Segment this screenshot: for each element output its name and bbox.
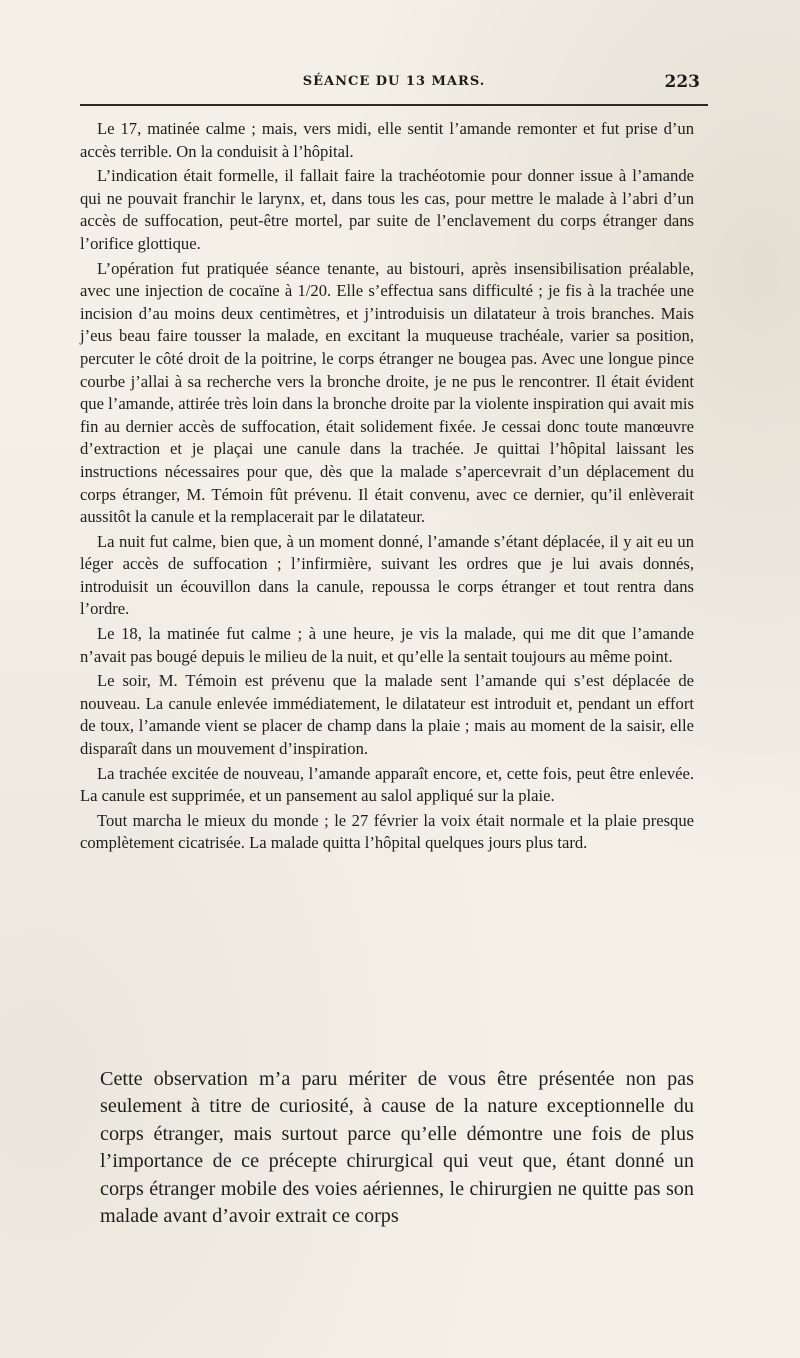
running-title: SÉANCE DU 13 MARS.	[302, 74, 486, 89]
paragraph: Le 18, la matinée fut calme ; à une heure, je vis la malade, qui me dit que l’amande n’avait pas bougé depuis le milieu de la nuit, et qu’elle la sentait toujours au même point.	[80, 624, 694, 666]
header-rule	[80, 104, 708, 106]
paragraph: L’opération fut pratiquée séance tenante, au bistouri, après insensibilisation préalable, avec une injection de cocaïne à 1/20. Elle s’effectua sans difficulté ; je fis à la trachée une incision d’au moins deux centimètres, et j’introduisis un dilatateur à trois branches. Mais j’eus beau faire tousser la malade, en excitant la muqueuse trachéale, varier sa position, percuter le côté droit de la poitrine, le corps étranger ne bougea pas. Avec une longue pince courbe j’allai à sa recherche vers la bronche droite, je ne pus le rencontrer. Il était évident que l’amande, attirée très loin dans la bronche droite par la violente inspiration qui avait mis fin au dernier accès de suffocation, était solidement fixée. Je cessai donc toute manœuvre d’extraction et je plaçai une canule dans la trachée. Je quittai l’hôpital laissant les instructions nécessaires pour que, dès que la malade s’apercevrait d’un déplacement du corps étranger, M. Témoin fût prévenu. Il était convenu, avec ce dernier, qu’il enlèverait aussitôt la canule et la remplacerait par le dilatateur.	[80, 258, 694, 527]
closing-remarks	[100, 1066, 694, 1230]
paragraph: Tout marcha le mieux du monde ; le 27 février la voix était normale et la plaie presque complètement cicatrisée. La malade quitta l’hôpital quelques jours plus tard.	[80, 810, 694, 853]
closing-paragraph: Cette observation m’a paru mériter de vous être présentée non pas seulement à titre de curiosité, à cause de la nature exceptionnelle du corps étranger, mais surtout parce qu’elle démontre une fois de plus l’importance de ce précepte chirurgical qui veut que, étant donné un corps étranger mobile des voies aériennes, le chirurgien ne quitte pas son malade avant d’avoir extrait ce corps	[100, 1068, 694, 1228]
paragraph: Le 17, matinée calme ; mais, vers midi, elle sentit l’amande remonter et fut prise d’un accès terrible. On la conduisit à l’hôpital.	[80, 119, 694, 161]
paragraph: L’indication était formelle, il fallait faire la trachéotomie pour donner issue à l’amande qui ne pouvait franchir le larynx, et, dans tous les cas, pour mettre le malade à l’abri d’un accès de suffocation, peut-être mortel, par suite de l’enclavement du corps étranger dans l’orifice glottique.	[80, 166, 694, 253]
paragraph: Le soir, M. Témoin est prévenu que la malade sent l’amande qui s’est déplacée de nouveau. La canule enlevée immédiatement, le dilatateur est introduit et, pendant un effort de toux, l’amande vient se placer de champ dans la plaie ; mais au moment de la saisir, elle disparaît dans un mouvement d’inspiration.	[80, 671, 694, 759]
case-report-text	[80, 118, 694, 857]
paragraph: La nuit fut calme, bien que, à un moment donné, l’amande s’étant déplacée, il y ait eu un léger accès de suffocation ; l’infirmière, suivant les ordres que je lui avais donnés, introduisit un écouvillon dans la canule, repoussa le corps étranger et tout rentra dans l’ordre.	[80, 531, 694, 619]
paragraph: La trachée excitée de nouveau, l’amande apparaît encore, et, cette fois, peut être enlevée. La canule est supprimée, et un pansement au salol appliqué sur la plaie.	[80, 763, 694, 806]
page-number: 223	[664, 72, 700, 92]
page-header	[80, 70, 708, 100]
